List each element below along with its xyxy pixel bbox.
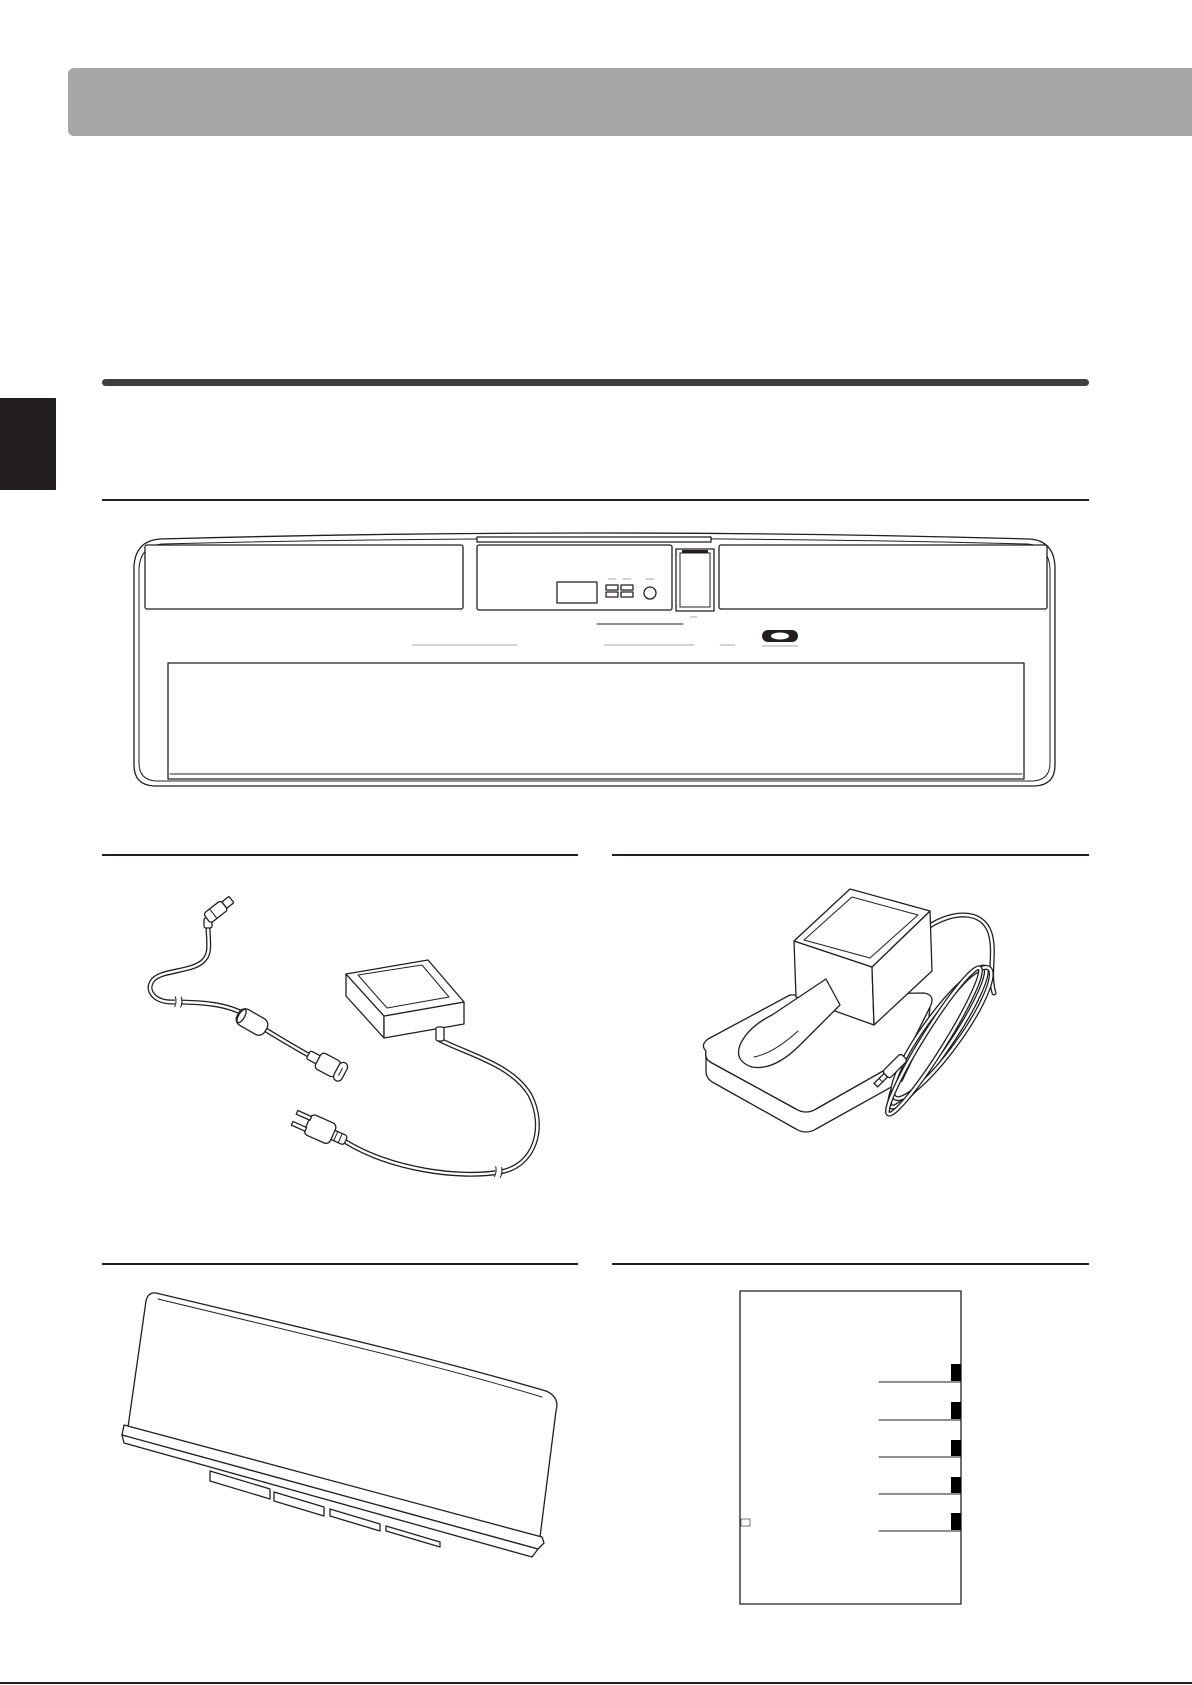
piano-divider (102, 499, 1089, 501)
volume-knob (644, 587, 656, 599)
ac-adapter-divider (102, 854, 578, 856)
music-rest-illustration (110, 1285, 570, 1565)
ac-plug (290, 1108, 350, 1151)
owners-manual-illustration (735, 1285, 965, 1610)
damper-pedal-illustration (690, 875, 1010, 1140)
chapter-side-tab (0, 398, 56, 490)
left-speaker-panel (145, 545, 463, 609)
page-header-bar (68, 68, 1192, 136)
ac-adapter-illustration (140, 880, 540, 1190)
manual-cover (740, 1291, 961, 1604)
usb-panel (676, 549, 714, 611)
dc-plug (203, 895, 235, 924)
section-rule (102, 379, 1089, 386)
digital-piano-illustration (130, 527, 1060, 789)
adapter-box (346, 960, 464, 1041)
lcd-display (557, 582, 597, 603)
power-cord-connector (304, 1046, 350, 1083)
keyboard-frame (168, 663, 1024, 779)
right-speaker-panel (719, 545, 1047, 609)
music-rest-divider (102, 1263, 578, 1265)
manual-divider (612, 1263, 1089, 1265)
pedal-divider (612, 854, 1089, 856)
page-bottom-line (0, 1682, 1192, 1684)
